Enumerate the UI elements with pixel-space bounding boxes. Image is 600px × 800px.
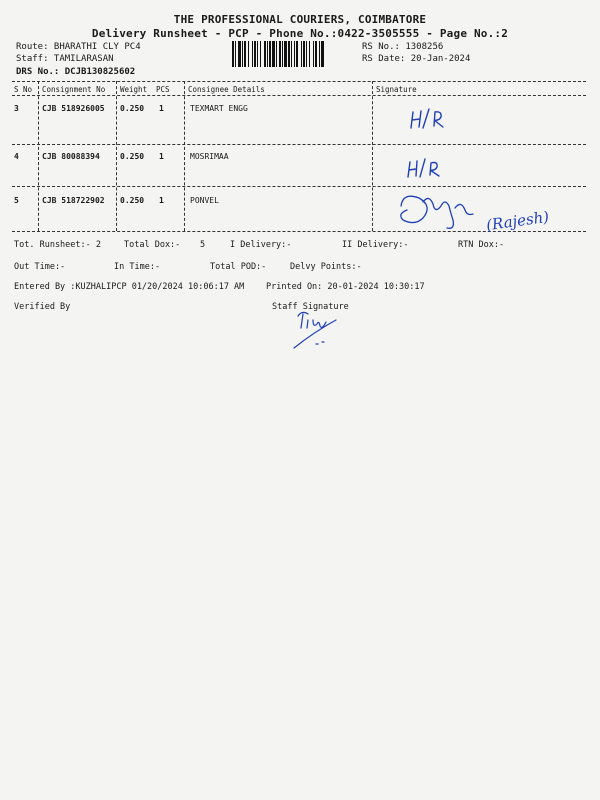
table-row-pcs: 1	[159, 196, 164, 205]
table-row-consignee: MOSRIMAA	[190, 152, 229, 161]
table-row-pcs: 1	[159, 104, 164, 113]
printed-on: Printed On: 20-01-2024 10:30:17	[266, 282, 425, 292]
handwritten-name: (Rajesh)	[485, 207, 551, 235]
ii-delivery: II Delivery:-	[342, 240, 409, 250]
table-row-sno: 5	[14, 196, 19, 205]
drs-number: DRS No.: DCJB130825602	[16, 67, 136, 77]
column-header-sno: S No	[14, 85, 33, 94]
staff-signature-label: Staff Signature	[272, 302, 349, 312]
handwritten-signature-row-2	[404, 155, 444, 181]
table-row-sno: 3	[14, 104, 19, 113]
rs-date: RS Date: 20-Jan-2024	[362, 54, 471, 64]
table-row-consignment: CJB 518722902	[42, 196, 105, 205]
column-header-consignment: Consignment No	[42, 85, 106, 94]
table-row-weight: 0.250	[120, 196, 145, 205]
table-header-rule	[12, 95, 586, 96]
out-time: Out Time:-	[14, 262, 66, 272]
total-pod: Total POD:-	[210, 262, 267, 272]
table-row-consignment: CJB 80088394	[42, 152, 100, 161]
column-header-weight: Weight	[120, 85, 148, 94]
column-divider	[184, 81, 185, 231]
delivery-points: Delvy Points:-	[290, 262, 362, 272]
rtn-dox: RTN Dox:-	[458, 240, 505, 250]
table-row-consignment: CJB 518926005	[42, 104, 105, 113]
table-row-sno: 4	[14, 152, 19, 161]
rs-number: RS No.: 1308256	[362, 42, 444, 52]
barcode-graphic	[232, 41, 354, 67]
table-row-pcs: 1	[159, 152, 164, 161]
column-divider	[116, 81, 117, 231]
verified-by: Verified By	[14, 302, 71, 312]
runsheet-title: Delivery Runsheet - PCP - Phone No.:0422-3505555 - Page No.:2	[91, 27, 509, 40]
table-row-consignee: TEXMART ENGG	[190, 104, 248, 113]
column-header-consignee: Consignee Details	[188, 85, 265, 94]
total-dox-label: Total Dox:-	[124, 240, 181, 250]
table-row-weight: 0.250	[120, 104, 145, 113]
handwritten-signature-row-3	[393, 184, 485, 234]
i-delivery: I Delivery:-	[230, 240, 292, 250]
in-time: In Time:-	[114, 262, 161, 272]
company-name: THE PROFESSIONAL COURIERS, COIMBATORE	[173, 13, 427, 26]
table-top-rule	[12, 81, 586, 82]
staff-signature-scribble	[286, 306, 342, 354]
handwritten-signature-row-1	[406, 106, 446, 132]
column-header-signature: Signature	[376, 85, 417, 94]
row-rule-1	[12, 144, 586, 145]
staff-label: Staff: TAMILARASAN	[16, 54, 114, 64]
column-divider	[372, 81, 373, 231]
table-row-weight: 0.250	[120, 152, 145, 161]
total-runsheet: Tot. Runsheet:- 2	[14, 240, 101, 250]
column-header-pcs: PCS	[156, 85, 170, 94]
total-dox-value: 5	[200, 240, 206, 250]
route-label: Route: BHARATHI CLY PC4	[16, 42, 141, 52]
table-row-consignee: PONVEL	[190, 196, 219, 205]
row-rule-2	[12, 186, 586, 187]
column-divider	[38, 81, 39, 231]
entered-by: Entered By :KUZHALIPCP 01/20/2024 10:06:17 AM	[14, 282, 245, 292]
